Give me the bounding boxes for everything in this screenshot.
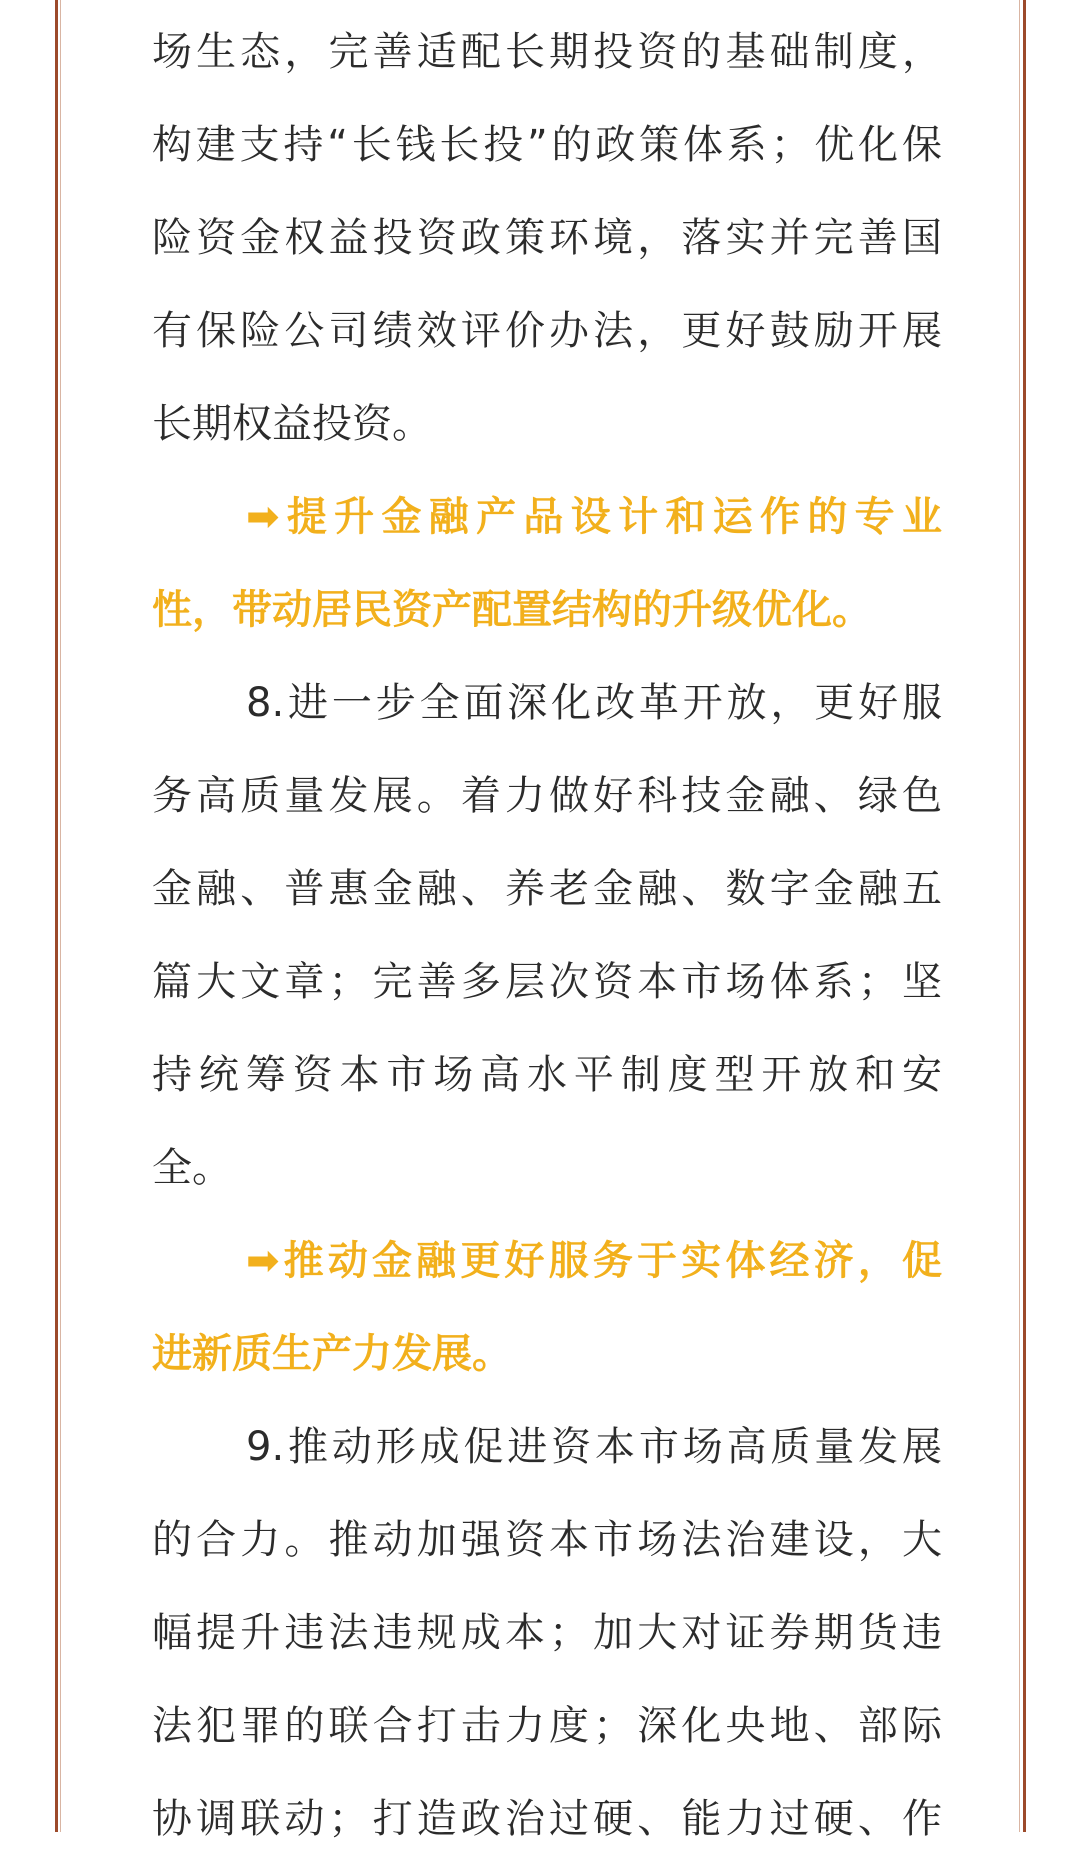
- paragraph-line: 险资金权益投资政策环境，落实并完善国: [152, 215, 942, 261]
- right-border-inner-line: [1019, 0, 1020, 1832]
- highlight-heading-line: ➡推动金融更好服务于实体经济，促: [246, 1238, 942, 1284]
- paragraph-line: 务高质量发展。着力做好科技金融、绿色: [152, 773, 942, 819]
- right-border-line: [1023, 0, 1026, 1832]
- article-body: [152, 6, 942, 1866]
- paragraph-line: 法犯罪的联合打击力度；深化央地、部际: [152, 1703, 942, 1749]
- paragraph-line: 持统筹资本市场高水平制度型开放和安: [152, 1052, 942, 1098]
- paragraph-line: 有保险公司绩效评价办法，更好鼓励开展: [152, 308, 942, 354]
- paragraph-line: 9.推动形成促进资本市场高质量发展: [246, 1424, 942, 1470]
- paragraph-line: 长期权益投资。: [152, 401, 432, 447]
- left-border-inner-line: [60, 0, 61, 1832]
- highlight-heading-line: 进新质生产力发展。: [152, 1331, 512, 1377]
- left-border-line: [55, 0, 58, 1832]
- paragraph-line: 构建支持“长钱长投”的政策体系；优化保: [152, 122, 942, 168]
- paragraph-line: 的合力。推动加强资本市场法治建设，大: [152, 1517, 942, 1563]
- paragraph-line: 金融、普惠金融、养老金融、数字金融五: [152, 866, 942, 912]
- paragraph-line: 协调联动；打造政治过硬、能力过硬、作: [152, 1796, 942, 1842]
- paragraph-line: 8.进一步全面深化改革开放，更好服: [246, 680, 942, 726]
- highlight-heading-line: 性，带动居民资产配置结构的升级优化。: [152, 587, 872, 633]
- paragraph-line: 篇大文章；完善多层次资本市场体系；坚: [152, 959, 942, 1005]
- paragraph-line: 幅提升违法违规成本；加大对证券期货违: [152, 1610, 942, 1656]
- paragraph-line: 场生态，完善适配长期投资的基础制度，: [152, 29, 942, 75]
- paragraph-line: 全。: [152, 1145, 232, 1191]
- highlight-heading-line: ➡提升金融产品设计和运作的专业: [246, 494, 942, 540]
